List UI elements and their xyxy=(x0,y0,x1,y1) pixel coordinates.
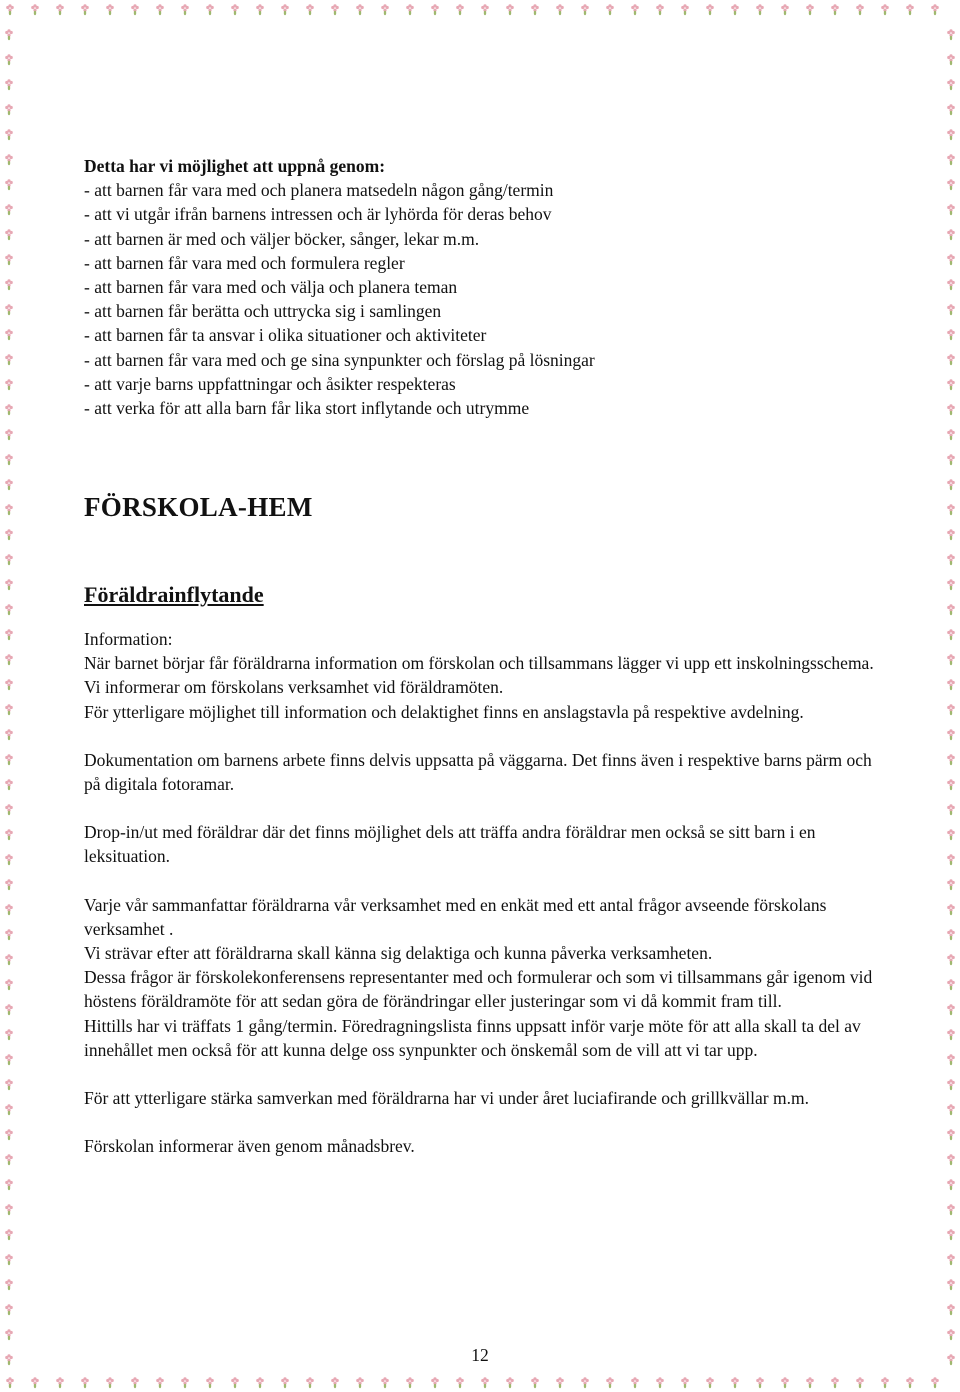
flower-motif xyxy=(5,504,13,515)
goal-item: - att barnen får vara med och ge sina synpunkter och förslag på lösningar xyxy=(84,349,595,370)
body-text xyxy=(84,627,874,1158)
flower-motif xyxy=(81,4,89,15)
flower-motif xyxy=(5,729,13,740)
flower-motif xyxy=(947,29,955,40)
flower-motif xyxy=(456,4,464,15)
flower-motif xyxy=(947,829,955,840)
flower-motif xyxy=(5,304,13,315)
flower-motif xyxy=(556,4,564,15)
flower-motif xyxy=(5,229,13,240)
flower-motif xyxy=(5,1304,13,1315)
flower-motif xyxy=(356,1377,364,1388)
flower-motif xyxy=(6,4,14,15)
goal-item: - att barnen får ta ansvar i olika situationer och aktiviteter xyxy=(84,325,487,346)
flower-motif xyxy=(947,1254,955,1265)
flower-motif xyxy=(606,4,614,15)
flower-motif xyxy=(5,1079,13,1090)
flower-motif xyxy=(5,779,13,790)
flower-motif xyxy=(5,804,13,815)
goal-item: - att barnen får vara med och formulera regler xyxy=(84,252,405,273)
flower-motif xyxy=(206,1377,214,1388)
flower-motif xyxy=(56,4,64,15)
flower-motif xyxy=(306,4,314,15)
flower-motif xyxy=(806,1377,814,1388)
flower-motif xyxy=(947,54,955,65)
flower-motif xyxy=(5,979,13,990)
flower-motif xyxy=(756,4,764,15)
flower-motif xyxy=(947,279,955,290)
goal-item: - att varje barns uppfattningar och åsikter respekteras xyxy=(84,373,456,394)
flower-motif xyxy=(31,4,39,15)
paragraph: För att ytterligare stärka samverkan med föräldrarna har vi under året luciafirande och grillkvällar m.m. xyxy=(84,1088,809,1109)
flower-motif xyxy=(331,4,339,15)
paragraph: Dessa frågor är förskolekonferensens representanter med och formulerar och som vi tillsammans går igenom vid höstens föräldramöte för att sedan göra de förändringar eller justeringar som vi då kommit fram till. xyxy=(84,967,873,1012)
flower-motif xyxy=(5,904,13,915)
subheading: Föräldrainflytande xyxy=(84,582,264,607)
flower-motif xyxy=(5,454,13,465)
flower-motif xyxy=(947,79,955,90)
flower-motif xyxy=(806,4,814,15)
flower-motif xyxy=(356,4,364,15)
flower-motif xyxy=(947,1054,955,1065)
flower-motif xyxy=(306,1377,314,1388)
flower-motif xyxy=(947,529,955,540)
flower-motif xyxy=(81,1377,89,1388)
flower-motif xyxy=(947,379,955,390)
flower-motif xyxy=(5,1179,13,1190)
flower-motif xyxy=(5,1029,13,1040)
spacer xyxy=(84,869,874,893)
goal-item: - att barnen är med och väljer böcker, sånger, lekar m.m. xyxy=(84,228,480,249)
goal-item: - att barnen får vara med och planera matsedeln någon gång/termin xyxy=(84,180,554,201)
flower-motif xyxy=(5,379,13,390)
flower-motif xyxy=(431,4,439,15)
flower-motif xyxy=(106,4,114,15)
flower-motif xyxy=(947,1279,955,1290)
flower-motif xyxy=(947,579,955,590)
flower-motif xyxy=(5,579,13,590)
flower-motif xyxy=(947,104,955,115)
flower-motif xyxy=(481,1377,489,1388)
flower-motif xyxy=(947,429,955,440)
flower-motif xyxy=(756,1377,764,1388)
flower-motif xyxy=(906,1377,914,1388)
flower-motif xyxy=(581,4,589,15)
flower-motif xyxy=(5,879,13,890)
paragraph: Dokumentation om barnens arbete finns delvis uppsatta på väggarna. Det finns även i respektive barns pärm och på digitala fotoramar. xyxy=(84,749,872,795)
flower-motif xyxy=(5,754,13,765)
flower-motif xyxy=(947,554,955,565)
paragraph: Drop-in/ut med föräldrar där det finns möjlighet dels att träffa andra föräldrar men också se sitt barn i en leksituation. xyxy=(84,822,816,867)
flower-motif xyxy=(947,1079,955,1090)
goal-item: - att barnen får berätta och uttrycka sig i samlingen xyxy=(84,301,442,322)
flower-motif xyxy=(281,1377,289,1388)
flower-motif xyxy=(731,4,739,15)
flower-motif xyxy=(947,979,955,990)
flower-motif xyxy=(947,154,955,165)
flower-motif xyxy=(947,604,955,615)
flower-motif xyxy=(5,704,13,715)
flower-motif xyxy=(947,179,955,190)
flower-motif xyxy=(5,604,13,615)
paragraph: Varje vår sammanfattar föräldrarna vår verksamhet med en enkät med ett antal frågor avseende förskolans verksamhet . xyxy=(84,894,827,939)
flower-motif xyxy=(947,1029,955,1040)
flower-motif xyxy=(231,1377,239,1388)
flower-motif xyxy=(381,4,389,15)
flower-motif xyxy=(156,4,164,15)
flower-motif xyxy=(947,1104,955,1115)
goal-item: - att vi utgår ifrån barnens intressen och är lyhörda för deras behov xyxy=(84,204,552,225)
flower-motif xyxy=(381,1377,389,1388)
flower-motif xyxy=(947,354,955,365)
flower-motif xyxy=(5,1229,13,1240)
flower-motif xyxy=(947,304,955,315)
flower-motif xyxy=(5,429,13,440)
flower-motif xyxy=(947,1129,955,1140)
information-label: Information: xyxy=(84,629,173,649)
flower-motif xyxy=(5,1254,13,1265)
flower-motif xyxy=(256,1377,264,1388)
flower-motif xyxy=(231,4,239,15)
flower-motif xyxy=(131,4,139,15)
flower-motif xyxy=(406,4,414,15)
flower-motif xyxy=(947,954,955,965)
flower-motif xyxy=(947,929,955,940)
flower-motif xyxy=(481,4,489,15)
flower-motif xyxy=(947,779,955,790)
flower-motif xyxy=(631,4,639,15)
flower-motif xyxy=(656,4,664,15)
flower-motif xyxy=(5,279,13,290)
spacer xyxy=(84,1110,874,1134)
flower-motif xyxy=(831,4,839,15)
flower-motif xyxy=(881,4,889,15)
flower-motif xyxy=(681,4,689,15)
flower-motif xyxy=(5,1329,13,1340)
flower-motif xyxy=(731,1377,739,1388)
flower-motif xyxy=(947,754,955,765)
flower-motif xyxy=(606,1377,614,1388)
flower-motif xyxy=(6,1377,14,1388)
flower-motif xyxy=(5,329,13,340)
flower-motif xyxy=(5,929,13,940)
flower-motif xyxy=(5,79,13,90)
flower-motif xyxy=(5,1129,13,1140)
spacer xyxy=(84,1062,874,1086)
paragraph: Förskolan informerar även genom månadsbrev. xyxy=(84,1136,415,1157)
flower-motif xyxy=(5,1279,13,1290)
flower-motif xyxy=(947,329,955,340)
flower-motif xyxy=(856,4,864,15)
flower-motif xyxy=(947,229,955,240)
flower-motif xyxy=(431,1377,439,1388)
flower-motif xyxy=(106,1377,114,1388)
spacer xyxy=(84,796,874,820)
flower-motif xyxy=(5,1054,13,1065)
flower-motif xyxy=(531,1377,539,1388)
flower-motif xyxy=(5,629,13,640)
flower-motif xyxy=(931,1377,939,1388)
flower-motif xyxy=(831,1377,839,1388)
flower-motif xyxy=(5,1354,13,1365)
flower-motif xyxy=(556,1377,564,1388)
flower-motif xyxy=(947,1179,955,1190)
flower-motif xyxy=(406,1377,414,1388)
flower-motif xyxy=(947,504,955,515)
paragraph: När barnet börjar får föräldrarna information om förskolan och tillsammans lägger vi upp ett inskolningsschema. xyxy=(84,653,874,674)
flower-motif xyxy=(56,1377,64,1388)
paragraph: Hittills har vi träffats 1 gång/termin. Föredragningslista finns uppsatt inför varje möte för att alla skall ta del av innehållet men också för att kunna delge oss synpunkter och önskemål som de vill att vi tar upp. xyxy=(84,1015,861,1060)
flower-motif xyxy=(781,1377,789,1388)
flower-motif xyxy=(5,679,13,690)
flower-motif xyxy=(456,1377,464,1388)
flower-motif xyxy=(947,1229,955,1240)
flower-motif xyxy=(581,1377,589,1388)
flower-motif xyxy=(947,454,955,465)
flower-motif xyxy=(947,404,955,415)
flower-motif xyxy=(947,204,955,215)
flower-motif xyxy=(5,1104,13,1115)
flower-motif xyxy=(5,404,13,415)
flower-motif xyxy=(947,804,955,815)
flower-motif xyxy=(5,354,13,365)
flower-motif xyxy=(181,4,189,15)
goals-block xyxy=(84,154,884,420)
flower-motif xyxy=(856,1377,864,1388)
flower-motif xyxy=(947,854,955,865)
flower-motif xyxy=(5,554,13,565)
flower-motif xyxy=(947,254,955,265)
flower-motif xyxy=(656,1377,664,1388)
flower-motif xyxy=(5,479,13,490)
flower-motif xyxy=(131,1377,139,1388)
flower-motif xyxy=(881,1377,889,1388)
flower-motif xyxy=(947,904,955,915)
flower-motif xyxy=(947,654,955,665)
flower-motif xyxy=(206,4,214,15)
flower-motif xyxy=(5,179,13,190)
flower-motif xyxy=(5,54,13,65)
section-title: FÖRSKOLA-HEM xyxy=(84,492,313,522)
flower-motif xyxy=(5,29,13,40)
flower-motif xyxy=(947,679,955,690)
flower-motif xyxy=(631,1377,639,1388)
flower-motif xyxy=(947,1329,955,1340)
flower-motif xyxy=(5,204,13,215)
flower-motif xyxy=(5,829,13,840)
flower-motif xyxy=(947,704,955,715)
flower-motif xyxy=(5,1204,13,1215)
flower-motif xyxy=(947,1004,955,1015)
flower-motif xyxy=(5,129,13,140)
goals-heading: Detta har vi möjlighet att uppnå genom: xyxy=(84,156,386,176)
flower-motif xyxy=(331,1377,339,1388)
flower-motif xyxy=(947,1304,955,1315)
flower-motif xyxy=(706,1377,714,1388)
flower-motif xyxy=(5,254,13,265)
flower-motif xyxy=(5,1154,13,1165)
page-number: 12 xyxy=(471,1345,489,1365)
flower-motif xyxy=(947,729,955,740)
flower-motif xyxy=(906,4,914,15)
flower-motif xyxy=(5,954,13,965)
flower-motif xyxy=(5,104,13,115)
flower-motif xyxy=(5,654,13,665)
flower-motif xyxy=(947,129,955,140)
flower-motif xyxy=(706,4,714,15)
flower-motif xyxy=(947,1204,955,1215)
flower-motif xyxy=(5,529,13,540)
flower-motif xyxy=(947,879,955,890)
flower-motif xyxy=(5,1004,13,1015)
flower-motif xyxy=(281,4,289,15)
flower-motif xyxy=(5,854,13,865)
paragraph: För ytterligare möjlighet till information och delaktighet finns en anslagstavla på respektive avdelning. xyxy=(84,701,804,722)
flower-motif xyxy=(947,629,955,640)
flower-motif xyxy=(947,1154,955,1165)
paragraph: Vi informerar om förskolans verksamhet vid föräldramöten. xyxy=(84,677,504,698)
flower-motif xyxy=(506,4,514,15)
flower-motif xyxy=(31,1377,39,1388)
flower-motif xyxy=(947,1354,955,1365)
flower-motif xyxy=(181,1377,189,1388)
goal-item: - att verka för att alla barn får lika stort inflytande och utrymme xyxy=(84,398,530,419)
flower-motif xyxy=(931,4,939,15)
flower-motif xyxy=(531,4,539,15)
paragraph: Vi strävar efter att föräldrarna skall känna sig delaktiga och kunna påverka verksamheten. xyxy=(84,943,713,964)
flower-motif xyxy=(781,4,789,15)
flower-motif xyxy=(156,1377,164,1388)
goal-item: - att barnen får vara med och välja och planera teman xyxy=(84,277,458,298)
spacer xyxy=(84,724,874,748)
flower-motif xyxy=(681,1377,689,1388)
flower-motif xyxy=(256,4,264,15)
flower-motif xyxy=(947,479,955,490)
flower-motif xyxy=(5,154,13,165)
flower-motif xyxy=(506,1377,514,1388)
